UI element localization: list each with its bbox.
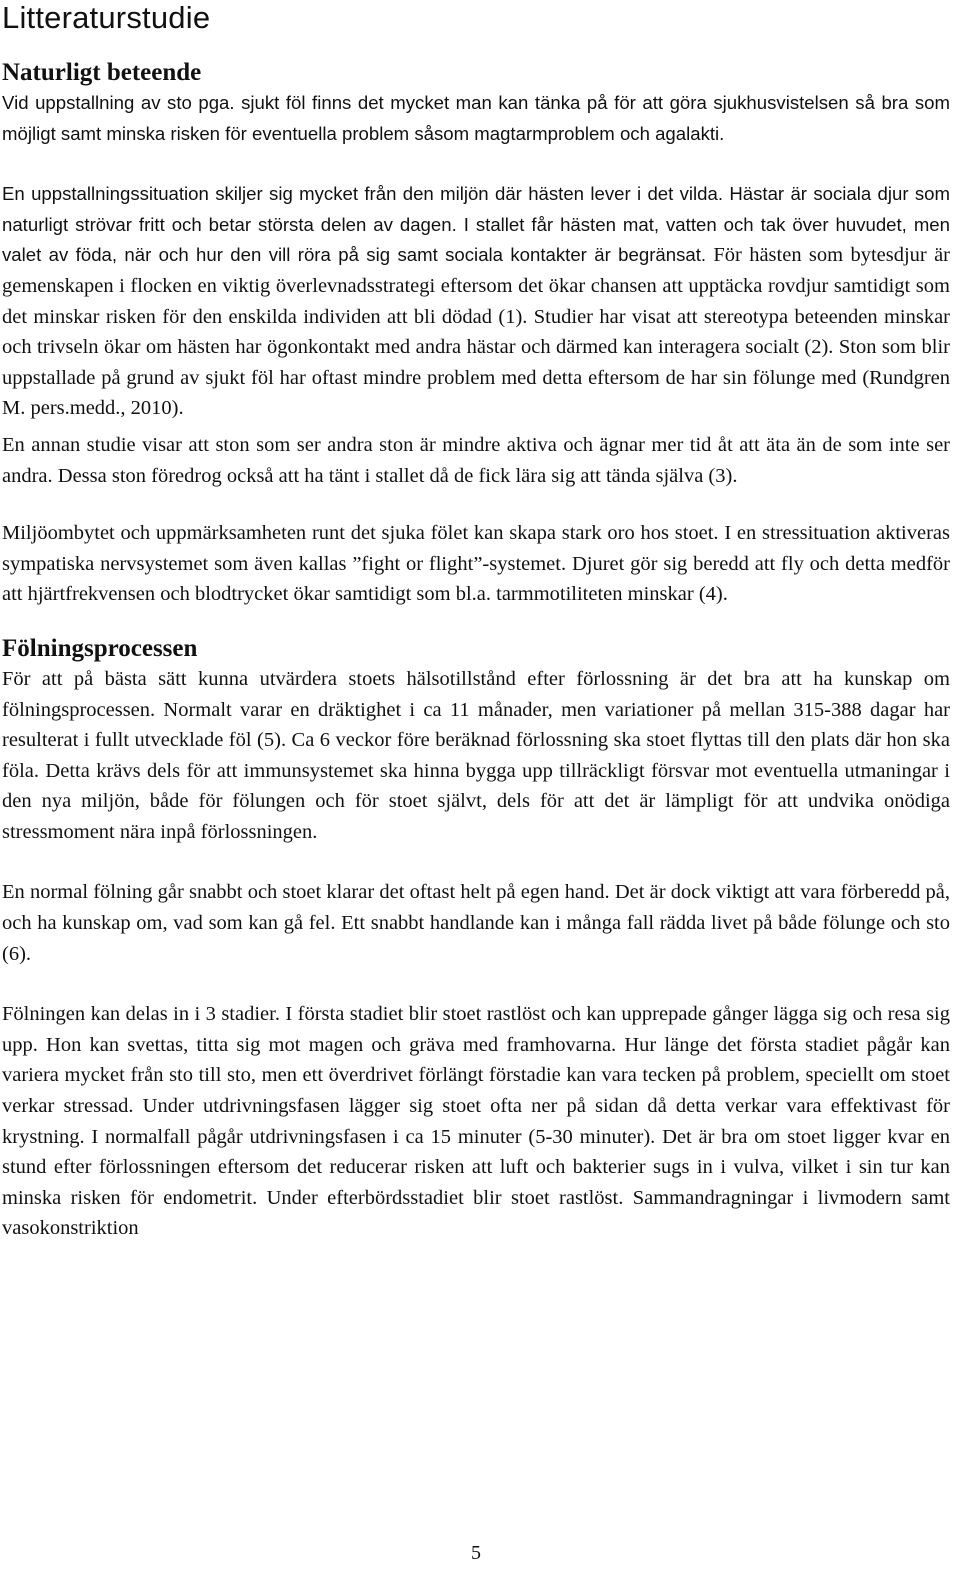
paragraph-social-behaviour-part-a: En uppstallningssituation skiljer sig mycket från den miljön där hästen lever i det vilda. Hästar är sociala djur som naturligt strövar fritt och betar största delen av dagen. I stallet får hästen mat, vatten och tak över huvudet, men valet av föda, när och hur den vill röra på sig samt sociala kontakter är begränsat. (2, 183, 950, 266)
section-heading-folningsprocessen: Fölningsprocessen (2, 634, 198, 662)
page-title: Litteraturstudie (2, 0, 211, 35)
paragraph-social-behaviour-part-b: För hästen som bytesdjur är gemenskapen i flocken en viktig överlevnadsstrategi eftersom det ökar chansen att upptäcka rovdjur samtidigt som det minskar risken för den enskilda individen att bli dödad (1). Studier har visat att stereotypa beteenden minskar och trivseln ökar om hästen har ögonkontakt med andra hästar och därmed kan interagera socialt (2). (2, 244, 951, 359)
page-number: 5 (471, 1542, 481, 1564)
paragraph-stress: Miljöombytet och uppmärksamheten runt det sjuka fölet kan skapa stark oro hos stoet. I en stressituation aktiveras sympatiska nervsystemet som även kallas ”fight or flight”-systemet. Djuret gör sig beredd att fly och detta medför att hjärtfrekvensen och blodtrycket ökar samtidigt som bl.a. tarmmotiliteten minskar (4). (2, 522, 950, 606)
paragraph-intro: Vid uppstallning av sto pga. sjukt föl finns det mycket man kan tänka på för att göra sjukhusvistelsen så bra som möjligt samt minska risken för eventuella problem såsom magtarmproblem och agalakti. (2, 92, 950, 144)
paragraph-other-study: En annan studie visar att ston som ser andra ston är mindre aktiva och ägnar mer tid åt att äta än de som inte ser andra. Dessa ston föredrog också att ha tänt i stallet då de fick lära sig att tända själva (3). (2, 433, 950, 487)
paragraph-social-behaviour-part-c: Ston som blir uppstallade på grund av sjukt föl har oftast mindre problem med detta eftersom de har sin fölunge med (Rundgren M. pers.medd., 2010). (2, 336, 950, 420)
section-heading-naturligt-beteende: Naturligt beteende (2, 59, 202, 86)
document-page (2, 0, 950, 1244)
paragraph-stages: Fölningen kan delas in i 3 stadier. I första stadiet blir stoet rastlöst och kan upprepade gånger lägga sig och resa sig upp. Hon kan svettas, titta sig mot magen och gräva med framhovarna. Hur länge det första stadiet pågår kan variera mycket från sto till sto, men ett överdrivet förlängt förstadie kan vara tecken på problem, speciellt om stoet verkar stressad. Under utdrivningsfasen lägger sig stoet ofta ner på sidan då detta verkar vara effektivast för krystning. I normalfall pågår utdrivningsfasen i ca 15 minuter (5-30 minuter). Det är bra om stoet ligger kvar en stund efter förlossningen eftersom det reducerar risken att luft och bakterier sugs in i vulva, vilket i sin tur kan minska risken för endometrit. Under efterbördsstadiet blir stoet rastlöst. Sammandragningar i livmodern samt vasokonstriktion (2, 1003, 950, 1240)
paragraph-social-behaviour (2, 179, 950, 424)
paragraph-normal-foaling: En normal fölning går snabbt och stoet klarar det oftast helt på egen hand. Det är dock viktigt att vara förberedd på, och ha kunskap om, vad som kan gå fel. Ett snabbt handlande kan i många fall rädda livet på både fölunge och sto (6). (2, 881, 950, 965)
paragraph-pregnancy: För att på bästa sätt kunna utvärdera stoets hälsotillstånd efter förlossning är det bra att ha kunskap om fölningsprocessen. Normalt varar en dräktighet i ca 11 månader, men variationer på mellan 315-388 dagar har resulterat i fullt utvecklade föl (5). Ca 6 veckor före beräknad förlossning ska stoet flyttas till den plats där hon ska föla. Detta krävs dels för att immunsystemet ska hinna bygga upp tillräckligt försvar mot eventuella utmaningar i den nya miljön, både för fölungen och för stoet självt, dels för att det är lämpligt för att undvika onödiga stressmoment nära inpå förlossningen. (2, 667, 950, 843)
